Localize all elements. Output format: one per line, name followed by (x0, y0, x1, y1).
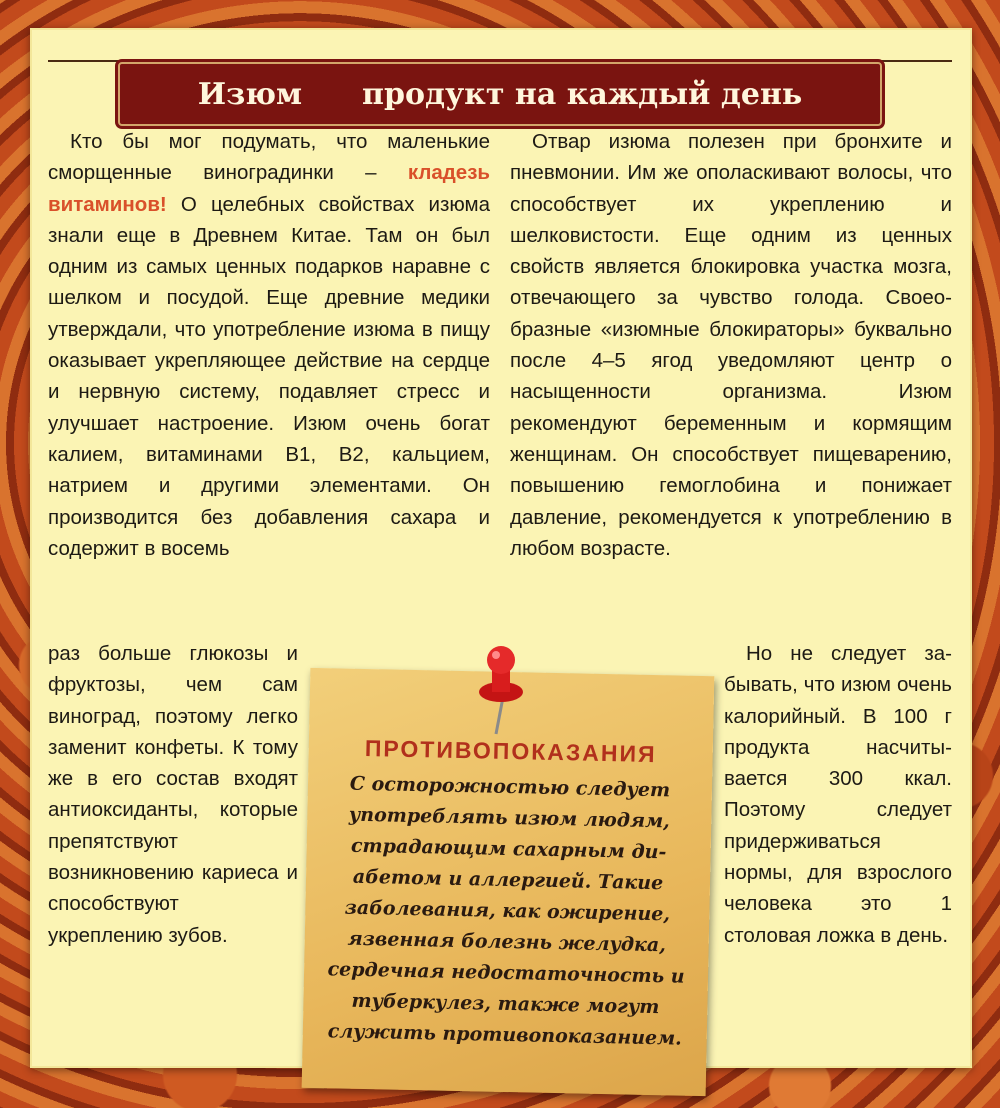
left-body: О целебных свойствах изюма знали еще в Древнем Китае. Там он был одним из самых ценных подарков наравне с шелком и посудой. Еще древние медики утверждали, что употребление изюма в пищу оказывает укрепляющее действие на сердце и нервную систему, подавляет стресс и улучшает настроение. Изюм очень богат калием, витаминами B1, B2, кальцием, натрием и другими элементами. Он производится без добавления сахара и содержит в восемь (48, 192, 490, 560)
right-column-narrow (724, 638, 952, 951)
note-body: С осторожностью следует употреблять изюм людям, страдающим сахарным диабетом и аллергией. Такие заболевания, как ожирение, язвенная болезнь желудка, сердечная недостаточность и туберкулез, также могут служить противопоказанием. (327, 772, 685, 1050)
left-column (48, 126, 490, 564)
title-decoration-left (48, 60, 128, 62)
title-subtitle: продукт на каждый день (362, 76, 803, 112)
left-intro: Кто бы мог подумать, что маленькие сморщенные виноградинки – (48, 130, 490, 185)
left-column-narrow: раз больше глюкозы и фруктозы, чем сам виноград, поэтому легко заменит конфеты. К тому же в его состав входят антиоксиданты, которые препятствуют возникновению кариеса и способствуют укреплению зубов. (48, 642, 298, 947)
pushpin-icon (466, 642, 536, 742)
right-paragraph: Отвар изюма полезен при бронхите и пневмонии. Им же ополаскивают волосы, что способствует их укреплению и шелковистости. Еще одним из ценных свойств является блокировка участка мозга, отвечающего за чувство голода. Своеобразные «изюмные блокираторы» буквально после 4–5 ягод уведомляют центр о насыщенности организма. Изюм рекомендуют беременным и кормящим женщинам. Он способствует пищеварению, повышению гемоглобина и понижает давление, рекомендуется к употреблению в любом возрасте. (510, 130, 952, 560)
title-banner (118, 62, 882, 126)
right-paragraph-narrow: Но не следует забывать, что изюм очень калорийный. В 100 г продукта насчитывается 300 ккал. Поэтому следует придерживаться нормы, для взрослого человека это 1 столовая ложка в день. (724, 642, 952, 947)
note-title: ПРОТИВОПОКАЗАНИЯ (364, 734, 657, 768)
title-decoration-right (872, 60, 952, 62)
highlight-phrase: кладезь витаминов! (48, 161, 490, 216)
title-word: Изюм (197, 76, 303, 112)
right-column (510, 126, 952, 564)
left-paragraph (48, 126, 490, 564)
